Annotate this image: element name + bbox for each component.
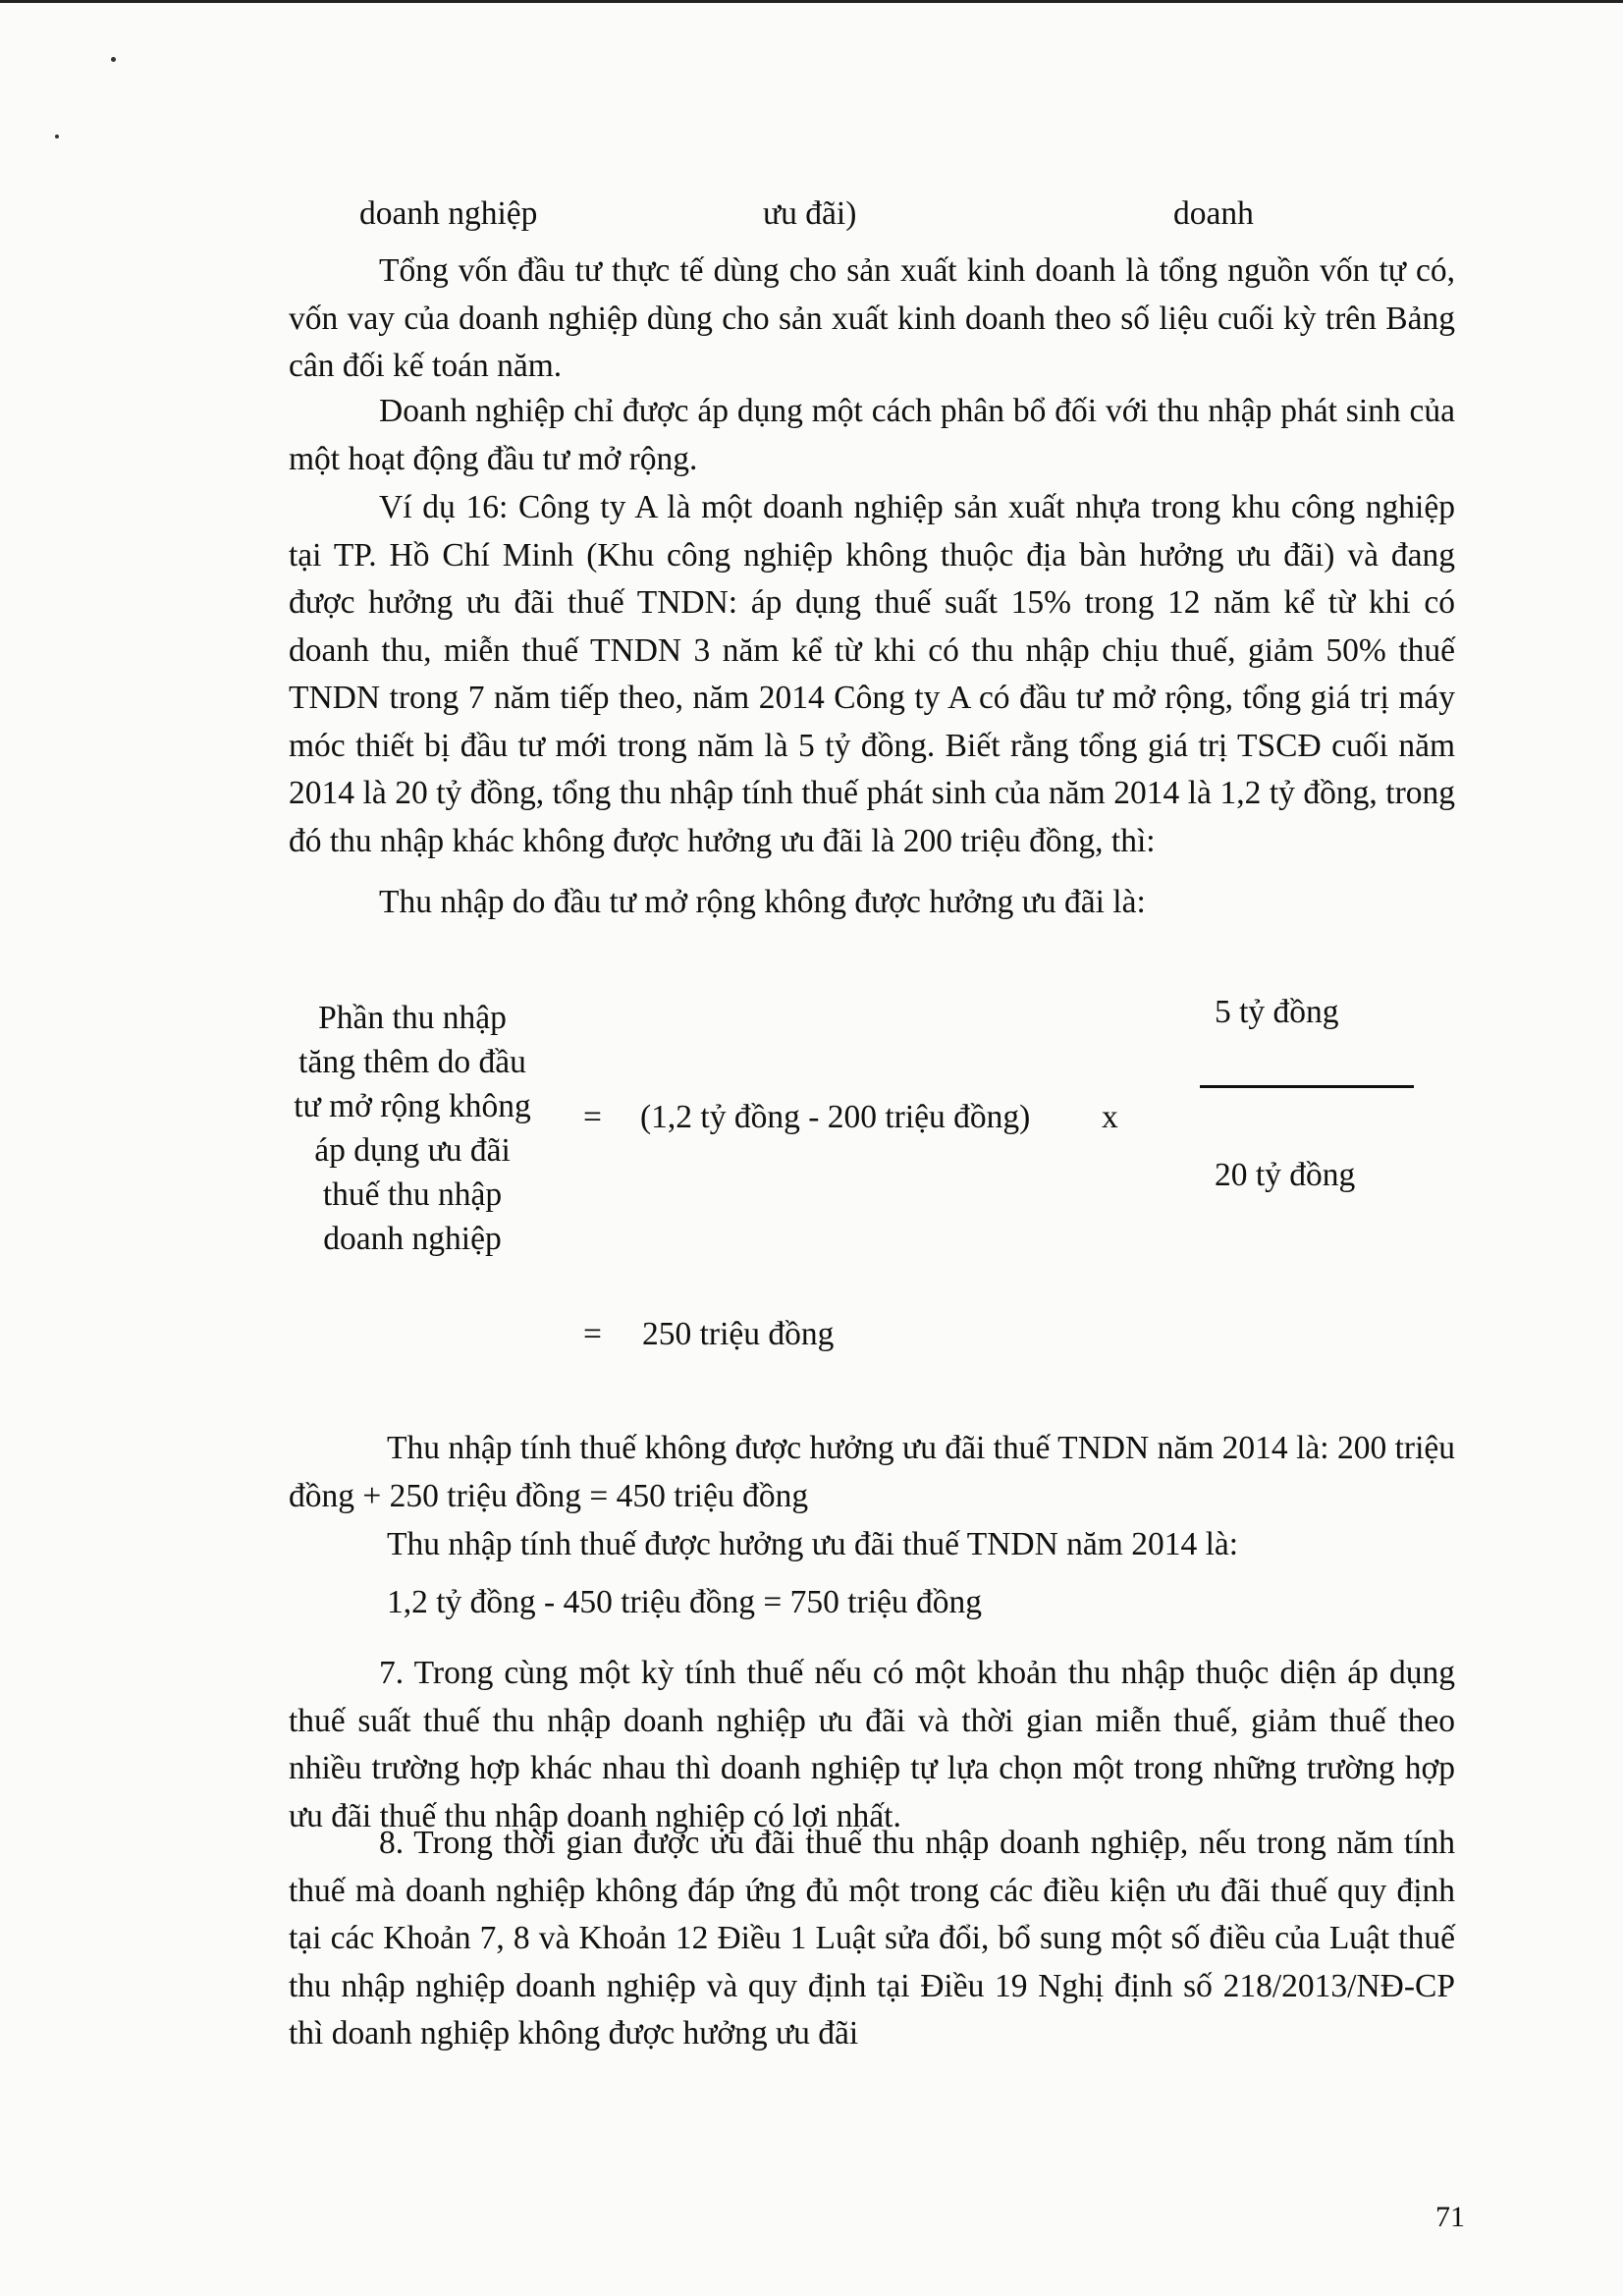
paragraph-total-capital: Tổng vốn đầu tư thực tế dùng cho sản xuất kinh doanh là tổng nguồn vốn tự có, vốn vay của doanh nghiệp dùng cho sản xuất kinh doanh theo số liệu cuối kỳ trên Bảng cân đối kế toán năm. <box>289 252 1455 384</box>
fraction-bar <box>1200 1085 1414 1088</box>
paragraph-example-16: Ví dụ 16: Công ty A là một doanh nghiệp sản xuất nhựa trong khu công nghiệp tại TP. Hồ Chí Minh (Khu công nghiệp không thuộc địa bàn hưởng ưu đãi) và đang được hưởng ưu đãi thuế TNDN: áp dụng thuế suất 15% trong 12 năm kể từ khi có doanh thu, miễn thuế TNDN 3 năm kể từ khi có thu nhập chịu thuế, giảm 50% thuế TNDN trong 7 năm tiếp theo, năm 2014 Công ty A có đầu tư mở rộng, tổng giá trị máy móc thiết bị đầu tư mới trong năm là 5 tỷ đồng. Biết rằng tổng giá trị TSCĐ cuối năm 2014 là 20 tỷ đồng, tổng thu nhập tính thuế phát sinh của năm 2014 là 1,2 tỷ đồng, trong đó thu nhập khác không được hưởng ưu đãi là 200 triệu đồng, thì: <box>289 489 1455 859</box>
paragraph-preferential-income-label: Thu nhập tính thuế được hưởng ưu đãi thuế TNDN năm 2014 là: <box>387 1526 1239 1562</box>
formula-label-line: tăng thêm do đầu <box>298 1044 526 1080</box>
formula-label-line: thuế thu nhập <box>322 1176 503 1213</box>
fragment-col1: doanh nghiệp <box>359 195 538 232</box>
paragraph-allocation: Doanh nghiệp chỉ được áp dụng một cách phân bổ đối với thu nhập phát sinh của một hoạt động đầu tư mở rộng. <box>289 393 1455 477</box>
formula-denominator: 20 tỷ đồng <box>1215 1157 1356 1193</box>
result-equals: = <box>583 1316 602 1352</box>
formula-times: x <box>1102 1099 1118 1135</box>
formula-label <box>265 996 560 1261</box>
formula-label-line: tư mở rộng không <box>294 1088 531 1124</box>
formula-equals: = <box>583 1099 602 1135</box>
formula-label-line: Phần thu nhập <box>318 1000 507 1036</box>
scan-speck <box>55 135 59 138</box>
paragraph-preferential-income-calc: 1,2 tỷ đồng - 450 triệu đồng = 750 triệu đồng <box>387 1584 983 1620</box>
fragment-col3: doanh <box>1173 195 1254 232</box>
scan-top-border <box>0 0 1623 3</box>
page-number: 71 <box>1435 2201 1465 2233</box>
formula-label-line: doanh nghiệp <box>323 1221 502 1257</box>
formula-label-line: áp dụng ưu đãi <box>314 1132 511 1169</box>
fragment-col2: ưu đãi) <box>763 195 857 232</box>
formula-expression: (1,2 tỷ đồng - 200 triệu đồng) <box>640 1099 1031 1135</box>
paragraph-expansion-income: Thu nhập do đầu tư mở rộng không được hưởng ưu đãi là: <box>379 884 1146 920</box>
scan-speck <box>111 57 116 62</box>
paragraph-non-preferential-income: Thu nhập tính thuế không được hưởng ưu đãi thuế TNDN năm 2014 là: 200 triệu đồng + 250 triệu đồng = 450 triệu đồng <box>289 1430 1455 1514</box>
paragraph-clause-7: 7. Trong cùng một kỳ tính thuế nếu có một khoản thu nhập thuộc diện áp dụng thuế suất thuế thu nhập doanh nghiệp ưu đãi và thời gian miễn thuế, giảm thuế theo nhiều trường hợp khác nhau thì doanh nghiệp tự lựa chọn một trong những trường hợp ưu đãi thuế thu nhập doanh nghiệp có lợi nhất. <box>289 1655 1455 1834</box>
formula-result: 250 triệu đồng <box>642 1316 835 1352</box>
paragraph-clause-8: 8. Trong thời gian được ưu đãi thuế thu nhập doanh nghiệp, nếu trong năm tính thuế mà doanh nghiệp không đáp ứng đủ một trong các điều kiện ưu đãi thuế quy định tại các Khoản 7, 8 và Khoản 12 Điều 1 Luật sửa đổi, bổ sung một số điều của Luật thuế thu nhập nghiệp doanh nghiệp và quy định tại Điều 19 Nghị định số 218/2013/NĐ-CP thì doanh nghiệp không được hưởng ưu đãi <box>289 1825 1455 2051</box>
formula-numerator: 5 tỷ đồng <box>1215 994 1339 1030</box>
